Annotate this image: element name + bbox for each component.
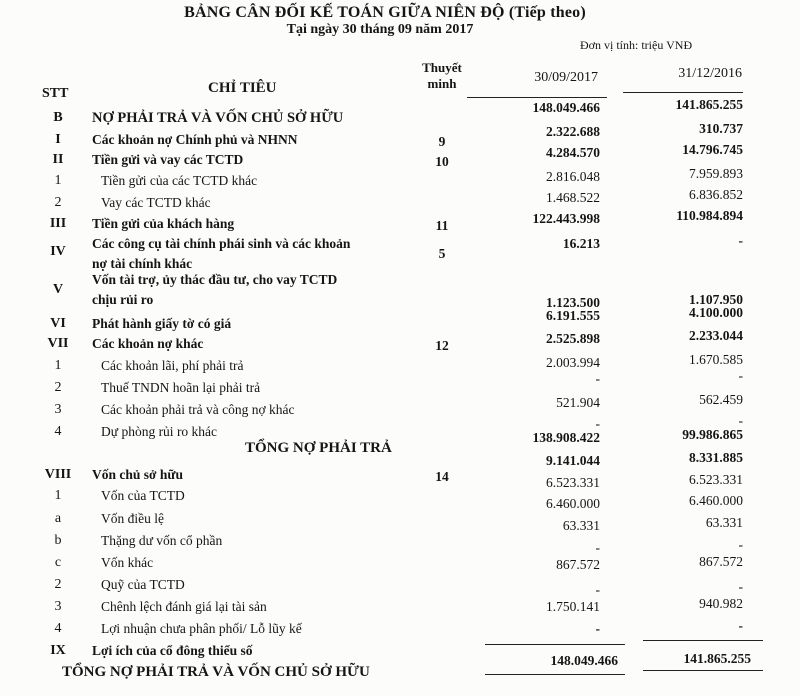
row-value-date2: 4.100.000: [689, 305, 743, 320]
row-value-date1: 6.191.555: [546, 308, 600, 323]
row-label: Tiền gửi của các TCTD khác: [101, 173, 258, 188]
row-value-date1: 63.331: [562, 518, 600, 533]
column-header-note-line2: minh: [427, 76, 457, 91]
row-label: Các khoản phải trả và công nợ khác: [101, 402, 295, 417]
row-stt: 2: [54, 577, 62, 592]
row-stt: V: [52, 282, 64, 297]
row-value-date1: 122.443.998: [532, 211, 600, 226]
row-value-date2: 14.796.745: [682, 142, 743, 157]
row-value-date2: -: [738, 368, 743, 383]
row-label: Vốn khác: [101, 555, 154, 570]
row-value-date1: 867.572: [556, 557, 600, 572]
grand-total-value-date1: 148.049.466: [550, 653, 618, 668]
row-label-line1: Vốn tài trợ, ủy thác đầu tư, cho vay TCTD: [92, 272, 338, 287]
row-stt: 2: [54, 195, 62, 210]
row-value-date2: 110.984.894: [676, 208, 743, 223]
row-value-date2: 99.986.865: [682, 427, 743, 442]
row-stt: 1: [54, 488, 62, 503]
row-value-date1: -: [595, 621, 600, 636]
row-value-date1: 1.123.500: [546, 295, 600, 310]
row-label: Vốn của TCTD: [101, 488, 185, 503]
row-value-date1: 2.322.688: [546, 124, 600, 139]
row-value-date2: 63.331: [705, 515, 743, 530]
row-value-date1: 2.816.048: [546, 169, 600, 184]
row-label: Vốn điều lệ: [101, 511, 164, 526]
row-note: 11: [435, 218, 449, 233]
column-header-note-line1: Thuyết: [422, 60, 462, 75]
row-value-date2: 2.233.044: [689, 328, 743, 343]
row-value-date2: 8.331.885: [689, 450, 743, 465]
row-label: Chênh lệch đánh giá lại tài sản: [101, 599, 267, 614]
row-label: Dự phòng rủi ro khác: [101, 424, 218, 439]
row-stt: 3: [54, 402, 62, 417]
row-stt: III: [49, 216, 67, 231]
row-value-date2: -: [738, 233, 743, 248]
row-value-date1: 4.284.570: [546, 145, 600, 160]
row-value-date1: 138.908.422: [532, 430, 600, 445]
document-title: BẢNG CÂN ĐỐI KẾ TOÁN GIỮA NIÊN ĐỘ (Tiếp theo): [184, 4, 586, 21]
row-value-date2: -: [738, 579, 743, 594]
row-label: Lợi ích của cổ đông thiểu số: [92, 643, 253, 658]
row-value-date1: 16.213: [562, 236, 600, 251]
total-topline-date1: [485, 644, 625, 645]
row-value-date1: -: [595, 582, 600, 597]
row-stt: 1: [54, 173, 62, 188]
document-date: Tại ngày 30 tháng 09 năm 2017: [286, 22, 474, 37]
grand-total-value-date2: 141.865.255: [683, 651, 751, 666]
row-note: 9: [438, 134, 446, 149]
row-value-date1: 9.141.044: [546, 453, 600, 468]
row-value-date2: 562.459: [699, 392, 743, 407]
row-value-date2: 310.737: [699, 121, 743, 136]
row-note: 14: [435, 469, 449, 484]
header-underline-date2: [623, 92, 743, 93]
row-value-date2: 6.460.000: [689, 493, 743, 508]
row-value-date1: 6.460.000: [546, 496, 600, 511]
row-label: Tiền gửi và vay các TCTD: [92, 152, 244, 167]
header-underline-date1: [467, 97, 607, 98]
row-value-date2: 940.982: [699, 596, 743, 611]
row-value-date2: 867.572: [699, 554, 743, 569]
row-label: NỢ PHẢI TRẢ VÀ VỐN CHỦ SỞ HỮU: [92, 110, 344, 126]
row-stt: II: [52, 152, 64, 167]
column-header-date2: 31/12/2016: [678, 66, 742, 81]
row-stt: 1: [54, 358, 62, 373]
row-label: Thặng dư vốn cổ phần: [101, 533, 223, 548]
column-header-stt: STT: [42, 86, 69, 101]
total-topline-date2: [643, 640, 763, 641]
row-stt: b: [54, 533, 62, 548]
row-label: Các khoản lãi, phí phải trả: [101, 358, 244, 373]
row-stt: VIII: [44, 467, 72, 482]
row-stt: 3: [54, 599, 62, 614]
row-value-date1: 1.468.522: [546, 190, 600, 205]
grand-total-label: TỔNG NỢ PHẢI TRẢ VÀ VỐN CHỦ SỞ HỮU: [62, 664, 370, 680]
row-label: Phát hành giấy tờ có giá: [92, 316, 232, 331]
row-label: Vay các TCTD khác: [101, 195, 211, 210]
row-stt: IV: [50, 244, 66, 259]
row-stt: 4: [54, 424, 62, 439]
row-stt: 4: [54, 621, 62, 636]
row-value-date1: 1.750.141: [546, 599, 600, 614]
row-label: Các khoản nợ Chính phủ và NHNN: [92, 132, 298, 147]
column-header-date1: 30/09/2017: [534, 70, 598, 85]
row-value-date1: 6.523.331: [546, 475, 600, 490]
row-value-date1: -: [595, 371, 600, 386]
row-label: TỔNG NỢ PHẢI TRẢ: [245, 440, 392, 456]
unit-label: Đơn vị tính: triệu VNĐ: [580, 38, 693, 52]
row-value-date2: 7.959.893: [689, 166, 743, 181]
row-label: Thuế TNDN hoãn lại phải trả: [101, 380, 261, 395]
row-value-date2: -: [738, 413, 743, 428]
row-note: 5: [438, 246, 446, 261]
row-stt: 2: [54, 380, 62, 395]
row-value-date1: 521.904: [556, 395, 600, 410]
row-stt: VI: [50, 316, 66, 331]
row-value-date2: 1.670.585: [689, 352, 743, 367]
row-label-line2: chịu rủi ro: [92, 292, 154, 307]
column-header-note: [412, 60, 472, 92]
row-label: Quỹ của TCTD: [101, 577, 185, 592]
row-label: Tiền gửi của khách hàng: [92, 216, 235, 231]
row-stt: VII: [47, 336, 69, 351]
row-value-date2: -: [738, 537, 743, 552]
row-stt: a: [54, 511, 62, 526]
total-underline-date1: [485, 674, 625, 675]
row-note: 10: [435, 154, 449, 169]
row-value-date1: 2.525.898: [546, 331, 600, 346]
row-value-date2: 141.865.255: [675, 97, 743, 112]
row-value-date1: 148.049.466: [532, 100, 600, 115]
total-underline-date2: [643, 670, 763, 671]
row-value-date1: -: [595, 540, 600, 555]
row-value-date2: 6.836.852: [689, 187, 743, 202]
row-stt: IX: [50, 643, 66, 658]
row-label: Các khoản nợ khác: [92, 336, 204, 351]
row-value-date2: 6.523.331: [689, 472, 743, 487]
column-header-item: CHỈ TIÊU: [208, 80, 277, 96]
row-label: Vốn chủ sở hữu: [92, 467, 183, 482]
row-stt: B: [53, 110, 63, 125]
row-value-date1: -: [595, 416, 600, 431]
row-stt: I: [55, 132, 61, 147]
row-label-line2: nợ tài chính khác: [92, 256, 193, 271]
row-note: 12: [435, 338, 449, 353]
row-value-date1: 2.003.994: [546, 355, 600, 370]
row-value-date2: 1.107.950: [689, 292, 743, 307]
row-stt: c: [54, 555, 62, 570]
row-value-date2: -: [738, 618, 743, 633]
row-label-line1: Các công cụ tài chính phái sinh và các khoản: [92, 236, 351, 251]
row-label: Lợi nhuận chưa phân phối/ Lỗ lũy kế: [101, 621, 302, 636]
